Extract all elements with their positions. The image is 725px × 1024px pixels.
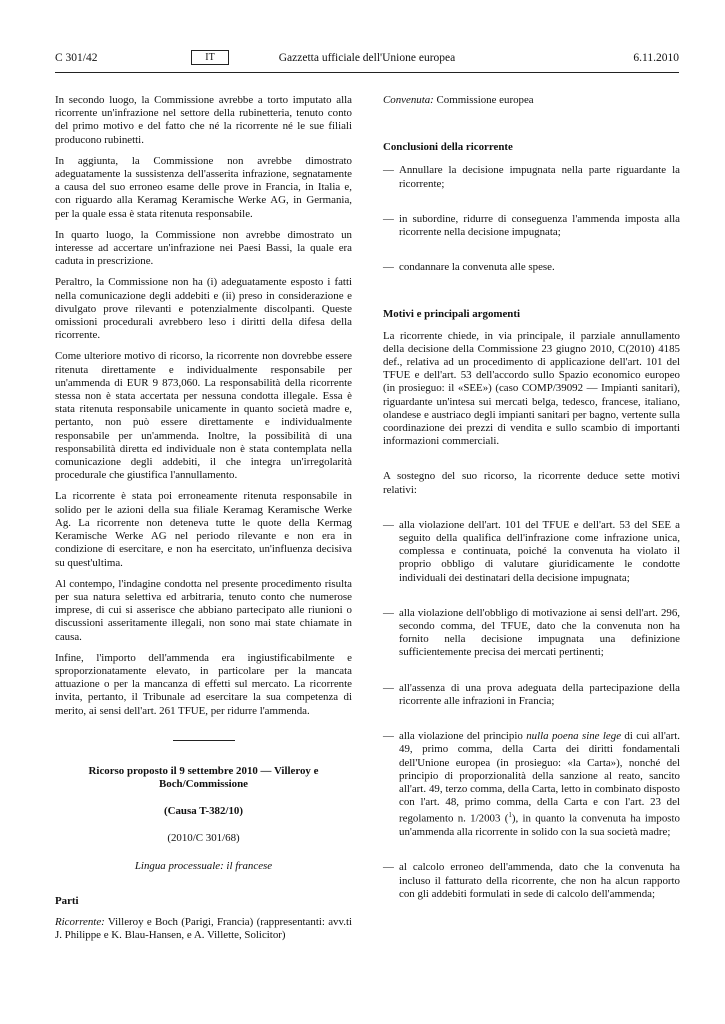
dash-bullet: — bbox=[383, 606, 394, 619]
applicant-label: Ricorrente: bbox=[55, 915, 105, 928]
paragraph: In secondo luogo, la Commissione avrebbe a torto imputato alla ricorrente un'infrazione nel settore della rubinetteria, tenuto conto del primo motivo e del fatto che né la ricorrente né le sue filiali producono rubinetti. bbox=[55, 94, 352, 146]
plea-text: al calcolo erroneo dell'ammenda, dato che la convenuta ha incluso il fatturato della ricorrente, che non ha alcun rapporto con gli addebiti formulati in sede di calcolo dell'ammenda; bbox=[399, 861, 680, 900]
conclusion-text: Annullare la decisione impugnata nella parte riguardante la ricorrente; bbox=[399, 164, 680, 190]
case-title: Ricorso proposto il 9 settembre 2010 — Villeroy e Boch/Commissione bbox=[88, 764, 319, 790]
paragraph: Peraltro, la Commissione non ha (i) adeguatamente esposto i fatti nella comunicazione degli addebiti e (ii) preso in considerazione e divulgato prove rilevanti e potenzialmente discolpanti. Queste omissioni procedurali avrebbero leso i diritti della difesa della ricorrente. bbox=[55, 276, 352, 342]
dash-bullet: — bbox=[383, 164, 394, 177]
plea-text-part: ), in quanto la convenuta ha imposto un'ammenda alla ricorrente in solido con la sua società madre; bbox=[399, 812, 680, 839]
plea-text: all'assenza di una prova adeguata della partecipazione della ricorrente alle infrazioni in Francia; bbox=[399, 681, 680, 707]
plea-text bbox=[399, 730, 680, 839]
case-number: (Causa T-382/10) bbox=[164, 805, 243, 818]
defendant-text: Commissione europea bbox=[436, 94, 534, 106]
conclusion-text: in subordine, ridurre di conseguenza l'ammenda imposta alla ricorrente nella decisione impugnata; bbox=[399, 212, 680, 239]
paragraph: In quarto luogo, la Commissione non avrebbe dimostrato un interesse ad accertare un'infrazione nei Paesi Bassi, la quale era caduta in prescrizione. bbox=[55, 228, 352, 268]
left-column bbox=[55, 94, 352, 950]
section-separator bbox=[173, 740, 235, 741]
page-header bbox=[55, 50, 679, 70]
plea-item bbox=[383, 607, 680, 660]
plea-text: alla violazione dell'art. 101 del TFUE e dell'art. 53 del SEE a seguito della qualifica dell'infrazione come infrazione unica, complessa e continuata, poiché la convenuta ha violato il proprio obbligo di valutare giuridicamente le condotte individuali dei destinatari della decisione impugnata; bbox=[399, 518, 680, 584]
defendant-label: Convenuta: bbox=[383, 94, 434, 106]
plea-item bbox=[383, 861, 680, 901]
dash-bullet: — bbox=[383, 730, 394, 743]
conclusions-heading: Conclusioni della ricorrente bbox=[383, 141, 513, 154]
case-reference: (2010/C 301/68) bbox=[167, 832, 240, 845]
dash-bullet: — bbox=[383, 261, 394, 274]
applicant-text: Villeroy e Boch (Parigi, Francia) (rappresentanti: avv.ti J. Philippe e K. Blau-Hansen, e A. Villette, Solicitor) bbox=[55, 915, 353, 942]
dash-bullet: — bbox=[383, 681, 394, 694]
plea-item bbox=[383, 519, 680, 585]
latin-phrase: nulla poena sine lege bbox=[526, 730, 622, 743]
paragraph: Al contempo, l'indagine condotta nel presente procedimento risulta per sua natura selettiva ed arbitraria, tenuto conto che numerose imprese, di cui si asserisce che abbiano partecipato alle riunioni o discussioni asseritamente illegali, non sono mai state chiamate in causa. bbox=[55, 577, 352, 643]
plea-text-part: alla violazione del principio bbox=[399, 730, 527, 743]
plea-text: alla violazione dell'obbligo di motivazione ai sensi dell'art. 296, secondo comma, del TFUE, dato che la convenuta non ha fornito nella decisione impugnata una definizione sufficientemente precisa dei mercati pertinenti; bbox=[399, 606, 680, 659]
dash-bullet: — bbox=[383, 861, 394, 874]
paragraph: Come ulteriore motivo di ricorso, la ricorrente non dovrebbe essere ritenuta direttamente e individualmente responsabile per un'ammenda di EUR 9 873,060. La responsabilità della ricorrente stessa non è stata accertata per nessuna condotta illegale. Essa è stata ritenuta responsabile unicamente in quanto società madre e, pertanto, non può essere direttamente e individualmente responsabile per un'ammenda. Inoltre, la possibilità di una responsabilità diretta ed individuale non è stata contemplata nella comunicazione degli addebiti, il che integra un'irregolarità procedurale che giustifica l'annullamento. bbox=[55, 350, 352, 482]
right-column bbox=[383, 94, 680, 901]
language-box: IT bbox=[191, 50, 229, 65]
conclusion-item bbox=[383, 164, 680, 190]
paragraph: In aggiunta, la Commissione non avrebbe dimostrato adeguatamente la sussistenza dell'asserita infrazione, segnatamente a causa del suo erroneo esame delle prove in Francia, in Italia e, con riguardo alla Keramag Keramische Werke AG, in Germania, per la quale essa è stata ritenuta responsabile. bbox=[55, 154, 352, 220]
defendant-paragraph bbox=[383, 94, 680, 107]
publication-date: 6.11.2010 bbox=[633, 52, 679, 64]
dash-bullet: — bbox=[383, 518, 394, 531]
procedure-language: Lingua processuale: il francese bbox=[134, 859, 273, 872]
conclusion-text: condannare la convenuta alle spese. bbox=[399, 261, 555, 274]
parties-heading: Parti bbox=[55, 894, 79, 907]
header-rule bbox=[55, 72, 679, 73]
pleas-lead: A sostegno del suo ricorso, la ricorrente deduce sette motivi relativi: bbox=[383, 470, 680, 496]
plea-item bbox=[383, 682, 680, 708]
conclusion-item bbox=[383, 261, 680, 274]
applicant-paragraph bbox=[55, 916, 352, 942]
journal-title: Gazzetta ufficiale dell'Unione europea bbox=[278, 52, 456, 64]
dash-bullet: — bbox=[383, 212, 394, 225]
paragraph: La ricorrente è stata poi erroneamente ritenuta responsabile in solido per le azioni della sua filiale Keramag Keramische Werke Ag. La ricorrente non deteneva tutte le quote della Kermag Keramische Werke AG nel periodo rilevante e non era in condizione di esercitare, e non ha esercitato, un'influenza decisiva su quest'ultima. bbox=[55, 490, 352, 569]
plea-item bbox=[383, 730, 680, 839]
page-reference: C 301/42 bbox=[55, 52, 98, 64]
pleas-intro: La ricorrente chiede, in via principale, il parziale annullamento della decisione della Commissione 23 giugno 2010, C(2010) 4185 def., relativa ad un procedimento di applicazione dell'art. 101 del TFUE e dell'art. 53 dell'accordo sullo Spazio economico europeo (in prosieguo: il «SEE») (caso COMP/39092 — Impianti sanitari), riguardante un'intesa sui mercati belga, tedesco, francese, italiano, olandese e austriaco degli impianti sanitari per bagno, vertente sulla coordinazione dei prezzi di vendita e sullo scambio di importanti informazioni commerciali. bbox=[383, 329, 680, 448]
footnote-marker: 1 bbox=[508, 811, 512, 820]
conclusion-item bbox=[383, 213, 680, 239]
plea-text-part: di cui all'art. 49, primo comma, della Carta dei diritti fondamentali dell'Unione europea (in prosieguo: «la Carta»), nonché del principio di proporzionalità della sanzione al reato, sancito all'art. 49, terzo comma, della Carta, letto in combinato disposto con l'art. 48, primo comma, della Carta e con l'art. 23 del regolamento n. 1/2003 ( bbox=[399, 730, 680, 825]
paragraph: Infine, l'importo dell'ammenda era ingiustificabilmente e sproporzionatamente elevato, in particolare per la mancata attuazione o per la mancanza di effetti sul mercato. La ricorrente invita, pertanto, il Tribunale ad esercitare la sua competenza di merito, ai sensi dell'art. 261 TFUE, per ridurre l'ammenda. bbox=[55, 651, 352, 717]
pleas-heading: Motivi e principali argomenti bbox=[383, 308, 521, 321]
